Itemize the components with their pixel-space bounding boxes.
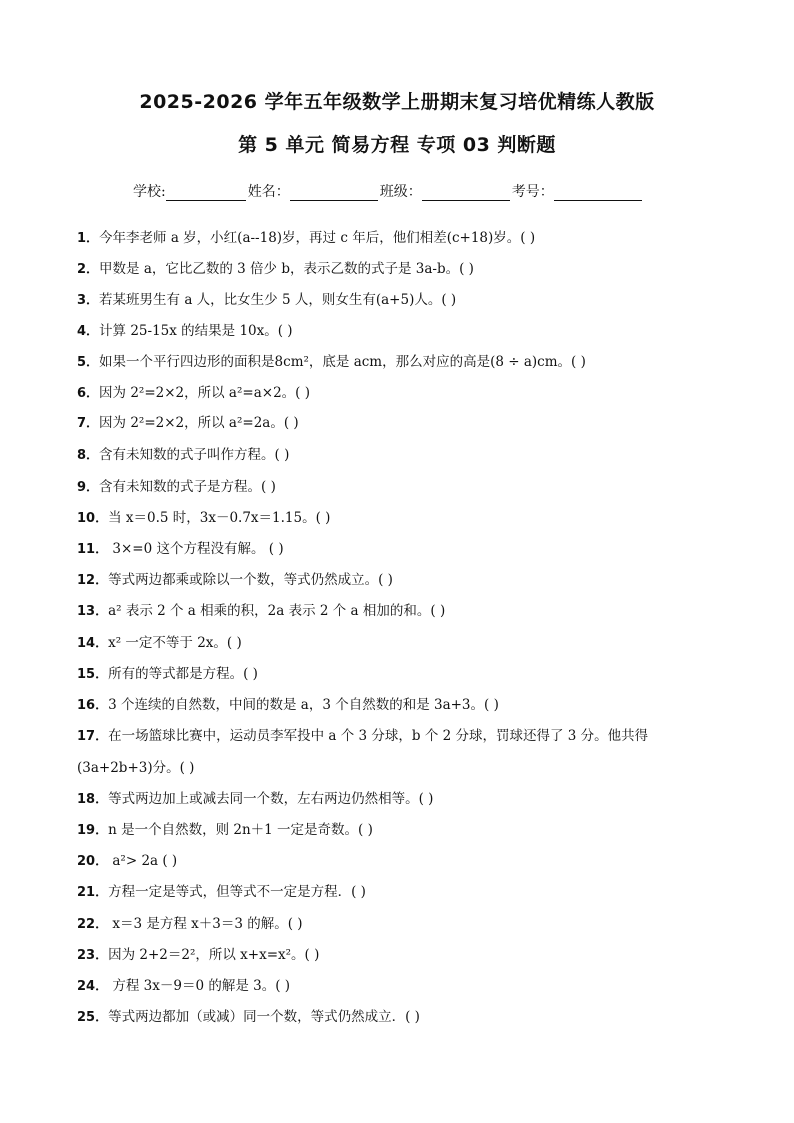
question-item — [77, 414, 299, 433]
question-number: 1． — [77, 231, 100, 246]
question-item — [77, 821, 373, 840]
question-text: 方程一定是等式，但等式不一定是方程．( ) — [108, 884, 366, 900]
question-text: a² 表示 2 个 a 相乘的积，2a 表示 2 个 a 相加的和。( ) — [108, 603, 446, 619]
question-item — [77, 602, 445, 621]
question-number: 15． — [77, 667, 109, 682]
question-item — [77, 915, 303, 934]
question-item — [77, 665, 258, 684]
question-number: 23． — [77, 948, 109, 963]
question-item — [77, 260, 474, 279]
question-item — [77, 1008, 420, 1027]
unit-subtitle: 第 5 单元 简易方程 专项 03 判断题 — [238, 134, 556, 156]
question-number: 17． — [77, 729, 109, 744]
question-item — [77, 384, 310, 403]
question-text: n 是一个自然数，则 2n＋1 一定是奇数。( ) — [108, 822, 373, 838]
question-item — [77, 634, 242, 653]
student-info-row — [133, 181, 644, 201]
question-text: x² 一定不等于 2x。( ) — [108, 635, 242, 651]
question-item — [77, 540, 284, 559]
question-number: 20． — [77, 854, 109, 869]
question-item — [77, 852, 177, 871]
name-blank[interactable] — [290, 185, 378, 201]
question-number: 6． — [77, 386, 100, 401]
question-item — [77, 571, 393, 590]
question-item — [77, 790, 433, 809]
question-text: 3 个连续的自然数，中间的数是 a，3 个自然数的和是 3a+3。( ) — [108, 697, 499, 713]
question-text: a²> 2a ( ) — [108, 853, 178, 869]
question-text: 今年李老师 a 岁，小红(a--18)岁，再过 c 年后，他们相差(c+18)岁。( ) — [99, 230, 536, 246]
question-number: 2． — [77, 262, 100, 277]
question-text: 含有未知数的式子是方程。( ) — [99, 479, 276, 495]
question-text: 如果一个平行四边形的面积是8cm²，底是 acm，那么对应的高是(8 ÷ a)cm。( ) — [99, 354, 586, 370]
class-label: 班级： — [379, 184, 422, 200]
class-blank[interactable] — [422, 185, 510, 201]
question-text: 因为 2²=2×2，所以 a²=a×2。( ) — [99, 385, 310, 401]
worksheet-title: 2025-2026 学年五年级数学上册期末复习培优精练人教版 — [139, 91, 655, 113]
question-number: 22． — [77, 917, 109, 932]
question-text: 等式两边加上或减去同一个数，左右两边仍然相等。( ) — [108, 791, 434, 807]
question-item — [77, 353, 586, 372]
question-item — [77, 696, 499, 715]
question-item — [77, 446, 289, 465]
question-item — [77, 883, 366, 902]
school-blank[interactable] — [166, 185, 246, 201]
question-text: 若某班男生有 a 人，比女生少 5 人，则女生有(a+5)人。( ) — [99, 292, 457, 308]
question-text: 等式两边都乘或除以一个数，等式仍然成立。( ) — [108, 572, 393, 588]
question-item — [77, 291, 456, 310]
question-text: 因为 2²=2×2，所以 a²=2a。( ) — [99, 415, 299, 431]
question-number: 18． — [77, 792, 109, 807]
question-item — [77, 509, 330, 528]
question-number: 19． — [77, 823, 109, 838]
question-item — [77, 977, 290, 996]
question-number: 11． — [77, 542, 109, 557]
question-item — [77, 946, 319, 965]
question-number: 12． — [77, 573, 109, 588]
question-item — [77, 229, 535, 248]
question-continuation — [77, 759, 194, 778]
exam-number-label: 考号： — [511, 184, 554, 200]
question-item — [77, 478, 276, 497]
question-text: 在一场篮球比赛中，运动员李军投中 a 个 3 分球，b 个 2 分球，罚球还得了 3 分。他共得 — [108, 728, 649, 744]
exam-number-blank[interactable] — [554, 185, 642, 201]
question-number: 9． — [77, 480, 100, 495]
question-text: 等式两边都加（或减）同一个数，等式仍然成立．( ) — [108, 1009, 420, 1025]
question-number: 16． — [77, 698, 109, 713]
question-number: 14． — [77, 636, 109, 651]
name-label: 姓名： — [247, 184, 290, 200]
question-text: 3×=0 这个方程没有解。 ( ) — [108, 541, 284, 557]
question-text: 所有的等式都是方程。( ) — [108, 666, 258, 682]
question-number: 5． — [77, 355, 100, 370]
question-text: 方程 3x－9＝0 的解是 3。( ) — [108, 978, 291, 994]
question-text: 计算 25-15x 的结果是 10x。( ) — [99, 323, 293, 339]
question-text: 因为 2+2＝2²，所以 x+x=x²。( ) — [108, 947, 320, 963]
question-number: 21． — [77, 885, 109, 900]
question-number: 3． — [77, 293, 100, 308]
question-number: 7． — [77, 416, 100, 431]
question-text: x＝3 是方程 x＋3＝3 的解。( ) — [108, 916, 303, 932]
question-text: 含有未知数的式子叫作方程。( ) — [99, 447, 290, 463]
question-number: 13． — [77, 604, 109, 619]
question-item — [77, 727, 648, 746]
question-item — [77, 322, 293, 341]
question-number: 8． — [77, 448, 100, 463]
question-number: 24． — [77, 979, 109, 994]
question-number: 4． — [77, 324, 100, 339]
question-text: 甲数是 a，它比乙数的 3 倍少 b，表示乙数的式子是 3a-b。( ) — [99, 261, 474, 277]
school-label: 学校: — [133, 184, 166, 200]
question-number: 10． — [77, 511, 109, 526]
question-number: 25． — [77, 1010, 109, 1025]
question-text: (3a+2b+3)分。( ) — [77, 760, 195, 776]
question-text: 当 x＝0.5 时，3x－0.7x＝1.15。( ) — [108, 510, 331, 526]
